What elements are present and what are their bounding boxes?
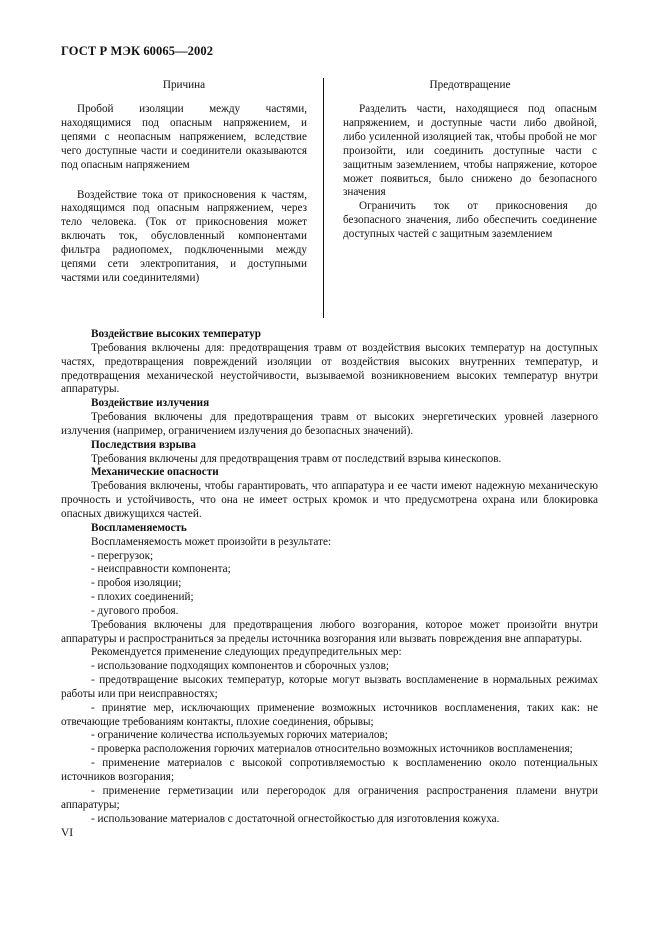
prevention-paragraph: Разделить части, находящиеся под опасным напряжением, и доступные части либо двойной, либо усиленной изоляцией так, чтобы пробой не мог произойти, или соединить доступные части с защитным заземлением, чтобы напряжение, которое может появиться, было снижено до безопасного значения xyxy=(343,103,597,199)
list-item: - дугового пробоя. xyxy=(91,604,179,617)
section-heading: Механические опасности xyxy=(91,466,219,479)
page-number: VI xyxy=(61,827,74,839)
cause-paragraph: Пробой изоляции между частями, находящимися под опасным напряжением, и цепями с неопасным напряжением, вследствие чего доступные части и соединители оказываются под опасным напряжением xyxy=(61,103,307,171)
list-item: - применение герметизации или перегородок для ограничения распространения пламени внутри аппаратуры; xyxy=(61,784,598,811)
section-text: Требования включены для предотвращения травм от высоких энергетических уровней лазерного излучения (например, ограничением излучения до безопасных значений). xyxy=(61,411,598,437)
list-item: - использование подходящих компонентов и сборочных узлов; xyxy=(91,660,390,673)
section-text: Требования включены для предотвращения любого возгорания, которое может произойти внутри аппаратуры и распространиться за пределы источника возгорания или вызвать повреждения вне аппаратуры. xyxy=(61,618,598,645)
section-heading: Последствия взрыва xyxy=(91,438,196,451)
list-item: - перегрузок; xyxy=(91,549,154,562)
column-heading-prevention: Предотвращение xyxy=(429,79,511,91)
column-heading-cause: Причина xyxy=(162,79,206,91)
section-text: Требования включены, чтобы гарантировать, что аппаратура и ее части имеют надежную механическую прочность и устойчивость, что она не имеет острых кромок и что предусмотрена охрана или блокировка опасных движущихся частей. xyxy=(61,480,598,520)
list-item: - использование материалов с достаточной огнестойкостью для изготовления кожуха. xyxy=(91,812,500,825)
main-text xyxy=(61,328,598,826)
list-item: - применение материалов с высокой сопротивляемостью к воспламенению около потенциальных источников возгорания; xyxy=(61,757,598,783)
prevention-column xyxy=(343,103,597,242)
list-item: - пробоя изоляции; xyxy=(91,577,182,590)
column-divider xyxy=(323,78,324,318)
list-item: - проверка расположения горючих материалов относительно возможных источников воспламенения; xyxy=(91,743,573,756)
section-text: Требования включены для предотвращения травм от последствий взрыва кинескопов. xyxy=(91,452,502,465)
section-text: Требования включены для: предотвращения травм от воздействия высоких температур на доступных частях, предотвращения повреждений изоляции от воздействия высоких внутренних температур, и предотвращения механической неустойчивости, вызываемой возникновением высоких температур внутри аппаратуры. xyxy=(61,341,598,396)
section-heading: Воздействие излучения xyxy=(91,397,210,410)
section-heading: Воспламеняемость xyxy=(91,521,187,534)
list-item: - плохих соединений; xyxy=(91,591,194,604)
section-text: Рекомендуется применение следующих предупредительных мер: xyxy=(91,646,402,659)
list-item: - принятие мер, исключающих применение возможных источников воспламенения, таких как: не отвечающие требованиям контакты, плохие соединения, обрывы; xyxy=(61,701,598,728)
cause-paragraph: Воздействие тока от прикосновения к частям, находящимся под опасным напряжением, через тело человека. (Ток от прикосновения может включать ток, обусловленный компонентами фильтра радиопомех, подключенными между цепями сети электропитания, и доступными частями или соединителями) xyxy=(61,188,307,284)
list-item: - неисправности компонента; xyxy=(91,563,231,576)
document-header: ГОСТ Р МЭК 60065—2002 xyxy=(61,44,214,58)
list-item: - предотвращение высоких температур, которые могут вызвать воспламенение в нормальных режимах работы или при неисправностях; xyxy=(61,674,598,700)
prevention-paragraph: Ограничить ток от прикосновения до безопасного значения, либо обеспечить соединение доступных частей с защитным заземлением xyxy=(343,200,597,241)
section-text: Воспламеняемость может произойти в результате: xyxy=(91,535,332,548)
section-heading: Воздействие высоких температур xyxy=(91,328,261,340)
cause-column xyxy=(61,103,307,286)
list-item: - ограничение количества используемых горючих материалов; xyxy=(91,729,388,742)
